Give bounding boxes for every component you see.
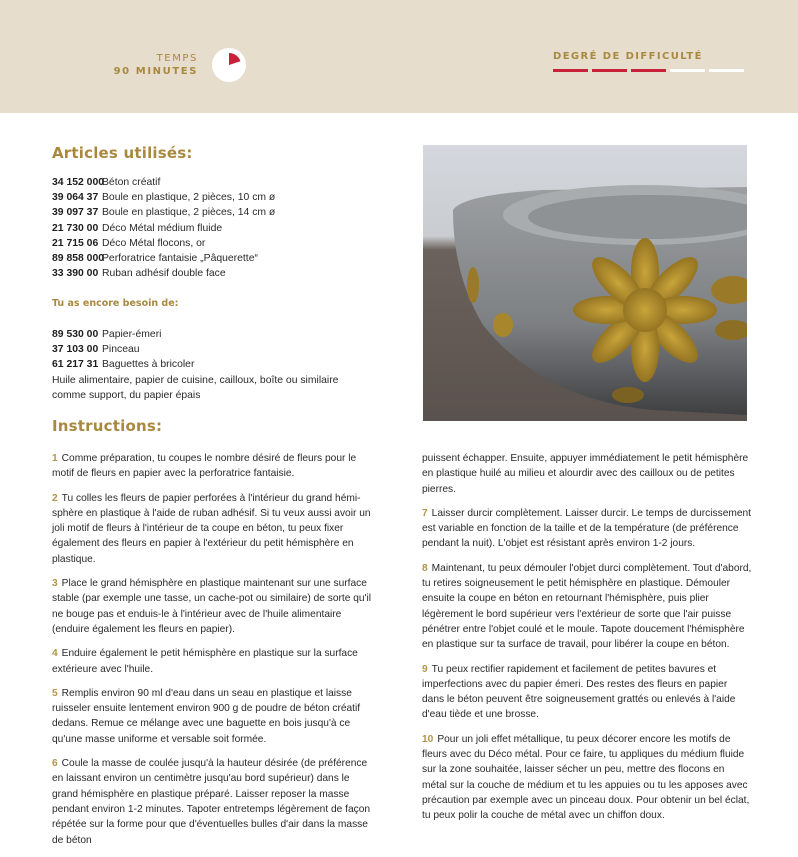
article-code: 21 715 06	[52, 237, 99, 249]
step-number: 6	[52, 758, 58, 770]
article-name: Ruban adhésif double face	[102, 268, 226, 280]
article-name: Boule en plastique, 2 pièces, 14 cm ø	[102, 207, 276, 219]
instruction-step	[52, 686, 377, 747]
article-name: Baguettes à bricoler	[102, 359, 195, 371]
concrete-bowl-photo	[423, 145, 747, 421]
article-code: 33 390 00	[52, 268, 99, 280]
instruction-step	[52, 646, 377, 677]
list-item	[52, 342, 194, 357]
step-number: 4	[52, 648, 58, 660]
list-item	[52, 266, 275, 281]
instruction-step	[422, 451, 752, 497]
step-text: Pour un joli effet métallique, tu peux décorer encore les motifs de fleurs avec du Déco métal. Pour ce faire, tu appliques du médium fluide sur la zone souhaitée, laisser sécher un peu, mettre des flocons en métal sur la couche de médium et tu les appuies ou tu les apposes avec précaution par exemple avec un pinceau doux. Pour obtenir un bel éclat, tu peux polir la couche de métal avec un chiffon doux.	[422, 733, 750, 822]
time-info	[114, 52, 198, 78]
article-name: Béton créatif	[102, 177, 161, 188]
article-name: Déco Métal flocons, or	[102, 237, 206, 249]
needed-list	[52, 327, 194, 373]
article-name: Papier-émeri	[102, 329, 162, 340]
article-name: Déco Métal médium fluide	[102, 222, 223, 234]
difficulty-label: DEGRÉ DE DIFFICULTÉ	[553, 51, 703, 62]
difficulty-bar	[709, 69, 744, 72]
step-number: 10	[422, 733, 434, 745]
step-text: Maintenant, tu peux démouler l'objet durci complètement. Tout d'abord, tu retires soigneusement le petit hémisphère en plastique. Démouler ensuite la coupe en béton en retournant l'hémisphère, puis plier légèrement le bord supérieur vers l'extérieur de sorte que l'air puisse pénétrer entre l'objet coulé et le moule. Tapote doucement l'hémisphère en plastique sur ta surface de travail, pour libérer la coupe en béton.	[422, 562, 752, 651]
list-item	[52, 190, 275, 205]
article-name: Boule en plastique, 2 pièces, 10 cm ø	[102, 192, 276, 204]
article-name: Pinceau	[102, 344, 140, 356]
step-text: Remplis environ 90 ml d'eau dans un seau en plastique et laisse ruisseler ensuite lentement environ 900 g de poudre de béton créatif dedans. Remue ce mélange avec une baguette en bois jusqu'à ce qu'une masse uniforme et versable soit formée.	[52, 687, 361, 745]
list-item	[52, 327, 194, 342]
step-text: Enduire également le petit hémisphère en plastique sur la surface extérieure avec l'huile.	[52, 648, 358, 675]
step-number: 3	[52, 578, 58, 590]
article-name: Perforatrice fantaisie „Pâquerette“	[102, 253, 258, 265]
step-text: Place le grand hémisphère en plastique maintenant sur une surface stable (par exemple une tasse, un cache-pot ou similaire) de sorte qu'il ne bouge pas et enduis-le à l'intérieur avec de l'huile alimentaire (enduire également les fleurs en papier).	[52, 578, 372, 635]
article-code: 39 064 37	[52, 192, 99, 204]
difficulty-bar	[631, 69, 666, 72]
difficulty-meter	[553, 69, 749, 72]
list-item	[52, 175, 275, 190]
time-label: TEMPS	[156, 53, 198, 64]
needed-extra: Huile alimentaire, papier de cuisine, cailloux, boîte ou similaire comme support, du papier épais	[52, 375, 339, 402]
step-text: Tu peux rectifier rapidement et facilement de petites bavures et imperfections avec du papier émeri. Des restes des fleurs en papier dans le béton peuvent être soigneusement grattés ou enlevés à l'aide d'eau tiède et une brosse.	[422, 663, 736, 721]
instruction-step	[52, 756, 377, 848]
step-text: puissent échapper. Ensuite, appuyer immédiatement le petit hémisphère en plastique huilé au milieu et alourdir avec des cailloux ou de petites pierres.	[422, 453, 749, 495]
article-code: 89 530 00	[52, 329, 99, 340]
article-code: 39 097 37	[52, 207, 99, 219]
header-band	[0, 0, 798, 113]
step-text: Coule la masse de coulée jusqu'à la hauteur désirée (de préférence en laissant environ un centimètre jusqu'au bord supérieur) dans le grand hémisphère en plastique préparé. Laisser reposer la masse pendant environ 1-2 minutes. Tapoter entretemps légèrement de façon répétée sur la forme pour que d'éventuelles bulles d'air dans la masse de béton	[52, 758, 371, 846]
instruction-step	[52, 451, 377, 482]
article-code: 89 858 000	[52, 253, 105, 265]
list-item	[52, 236, 275, 251]
step-number: 1	[52, 453, 58, 464]
bowl-illustration	[423, 145, 747, 421]
article-code: 21 730 00	[52, 222, 99, 234]
difficulty-bar	[670, 69, 705, 72]
step-text: Laisser durcir complètement. Laisser durcir. Le temps de durcissement est variable en fonction de la taille et de la température (de préférence pendant la nuit). L'objet est résistant après environ 1-2 jours.	[422, 507, 752, 550]
articles-list	[52, 175, 275, 281]
step-text: Tu colles les fleurs de papier perforées à l'intérieur du grand hémi-sphère en plastique à l'aide de ruban adhésif. Si tu veux aussi avoir un joli motif de fleurs à l'intérieur de ta coupe en béton, tu peux fixer également des fleurs en papier à l'extérieur du petit hémisphère en plastique.	[52, 492, 371, 565]
step-text: Comme préparation, tu coupes le nombre désiré de fleurs pour le motif de fleurs en papier avec la perforatrice fantaisie.	[52, 453, 357, 480]
list-item	[52, 205, 275, 220]
article-code: 61 217 31	[52, 359, 99, 371]
step-number: 5	[52, 687, 58, 699]
article-code: 34 152 000	[52, 177, 105, 188]
instruction-step	[422, 561, 752, 653]
article-code: 37 103 00	[52, 344, 99, 356]
step-number: 9	[422, 663, 428, 675]
step-number: 8	[422, 562, 428, 574]
list-item	[52, 221, 275, 236]
instruction-step	[422, 732, 752, 824]
time-value: 90 MINUTES	[113, 66, 198, 77]
instructions-title: Instructions:	[52, 417, 163, 435]
step-number: 7	[422, 507, 428, 519]
step-number: 2	[52, 492, 58, 504]
clock-pie-icon	[212, 48, 246, 82]
instruction-step	[52, 491, 377, 567]
list-item	[52, 357, 194, 372]
instruction-step	[52, 576, 377, 637]
difficulty-bar	[592, 69, 627, 72]
instructions-right-column	[422, 451, 752, 833]
list-item	[52, 251, 275, 266]
instruction-step	[422, 662, 752, 723]
difficulty	[553, 51, 749, 72]
instructions-left-column	[52, 451, 377, 857]
difficulty-bar	[553, 69, 588, 72]
articles-title: Articles utilisés:	[52, 144, 193, 162]
needed-title: Tu as encore besoin de:	[52, 298, 179, 309]
instruction-step	[422, 506, 752, 552]
